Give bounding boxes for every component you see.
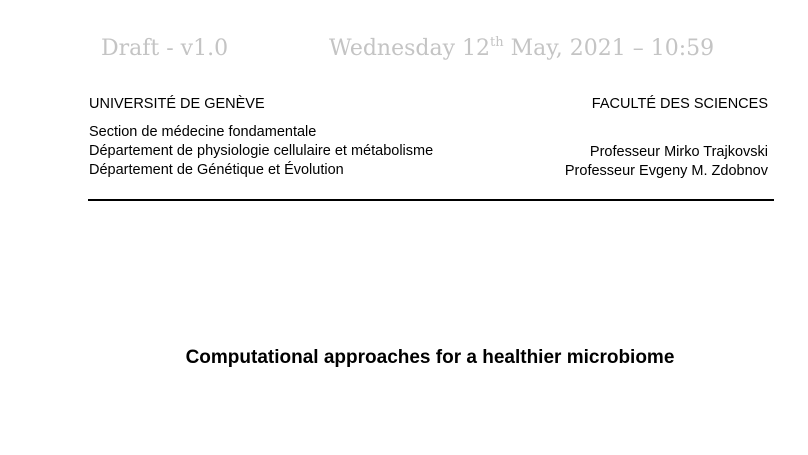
draft-date-ordinal: th bbox=[490, 35, 504, 50]
draft-version: Draft - v1.0 bbox=[101, 36, 229, 61]
faculty-name: FACULTÉ DES SCIENCES bbox=[591, 96, 768, 112]
professor-item: Professeur Evgeny M. Zdobnov bbox=[564, 163, 768, 179]
draft-date-prefix: Wednesday 12 bbox=[329, 36, 491, 61]
draft-date bbox=[329, 36, 714, 61]
draft-date-suffix: May, 2021 – 10:59 bbox=[503, 36, 715, 61]
draft-watermark-header bbox=[0, 36, 808, 70]
department-item: Département de physiologie cellulaire et métabolisme bbox=[89, 143, 434, 159]
university-name: UNIVERSITÉ DE GENÈVE bbox=[89, 96, 265, 112]
department-list bbox=[89, 123, 433, 180]
professor-list bbox=[565, 143, 768, 181]
document-title: Computational approaches for a healthier microbiome bbox=[185, 347, 675, 368]
department-item: Section de médecine fondamentale bbox=[89, 124, 317, 140]
department-item: Département de Génétique et Évolution bbox=[89, 162, 344, 178]
professor-item: Professeur Mirko Trajkovski bbox=[589, 144, 768, 160]
header-divider bbox=[88, 199, 774, 201]
